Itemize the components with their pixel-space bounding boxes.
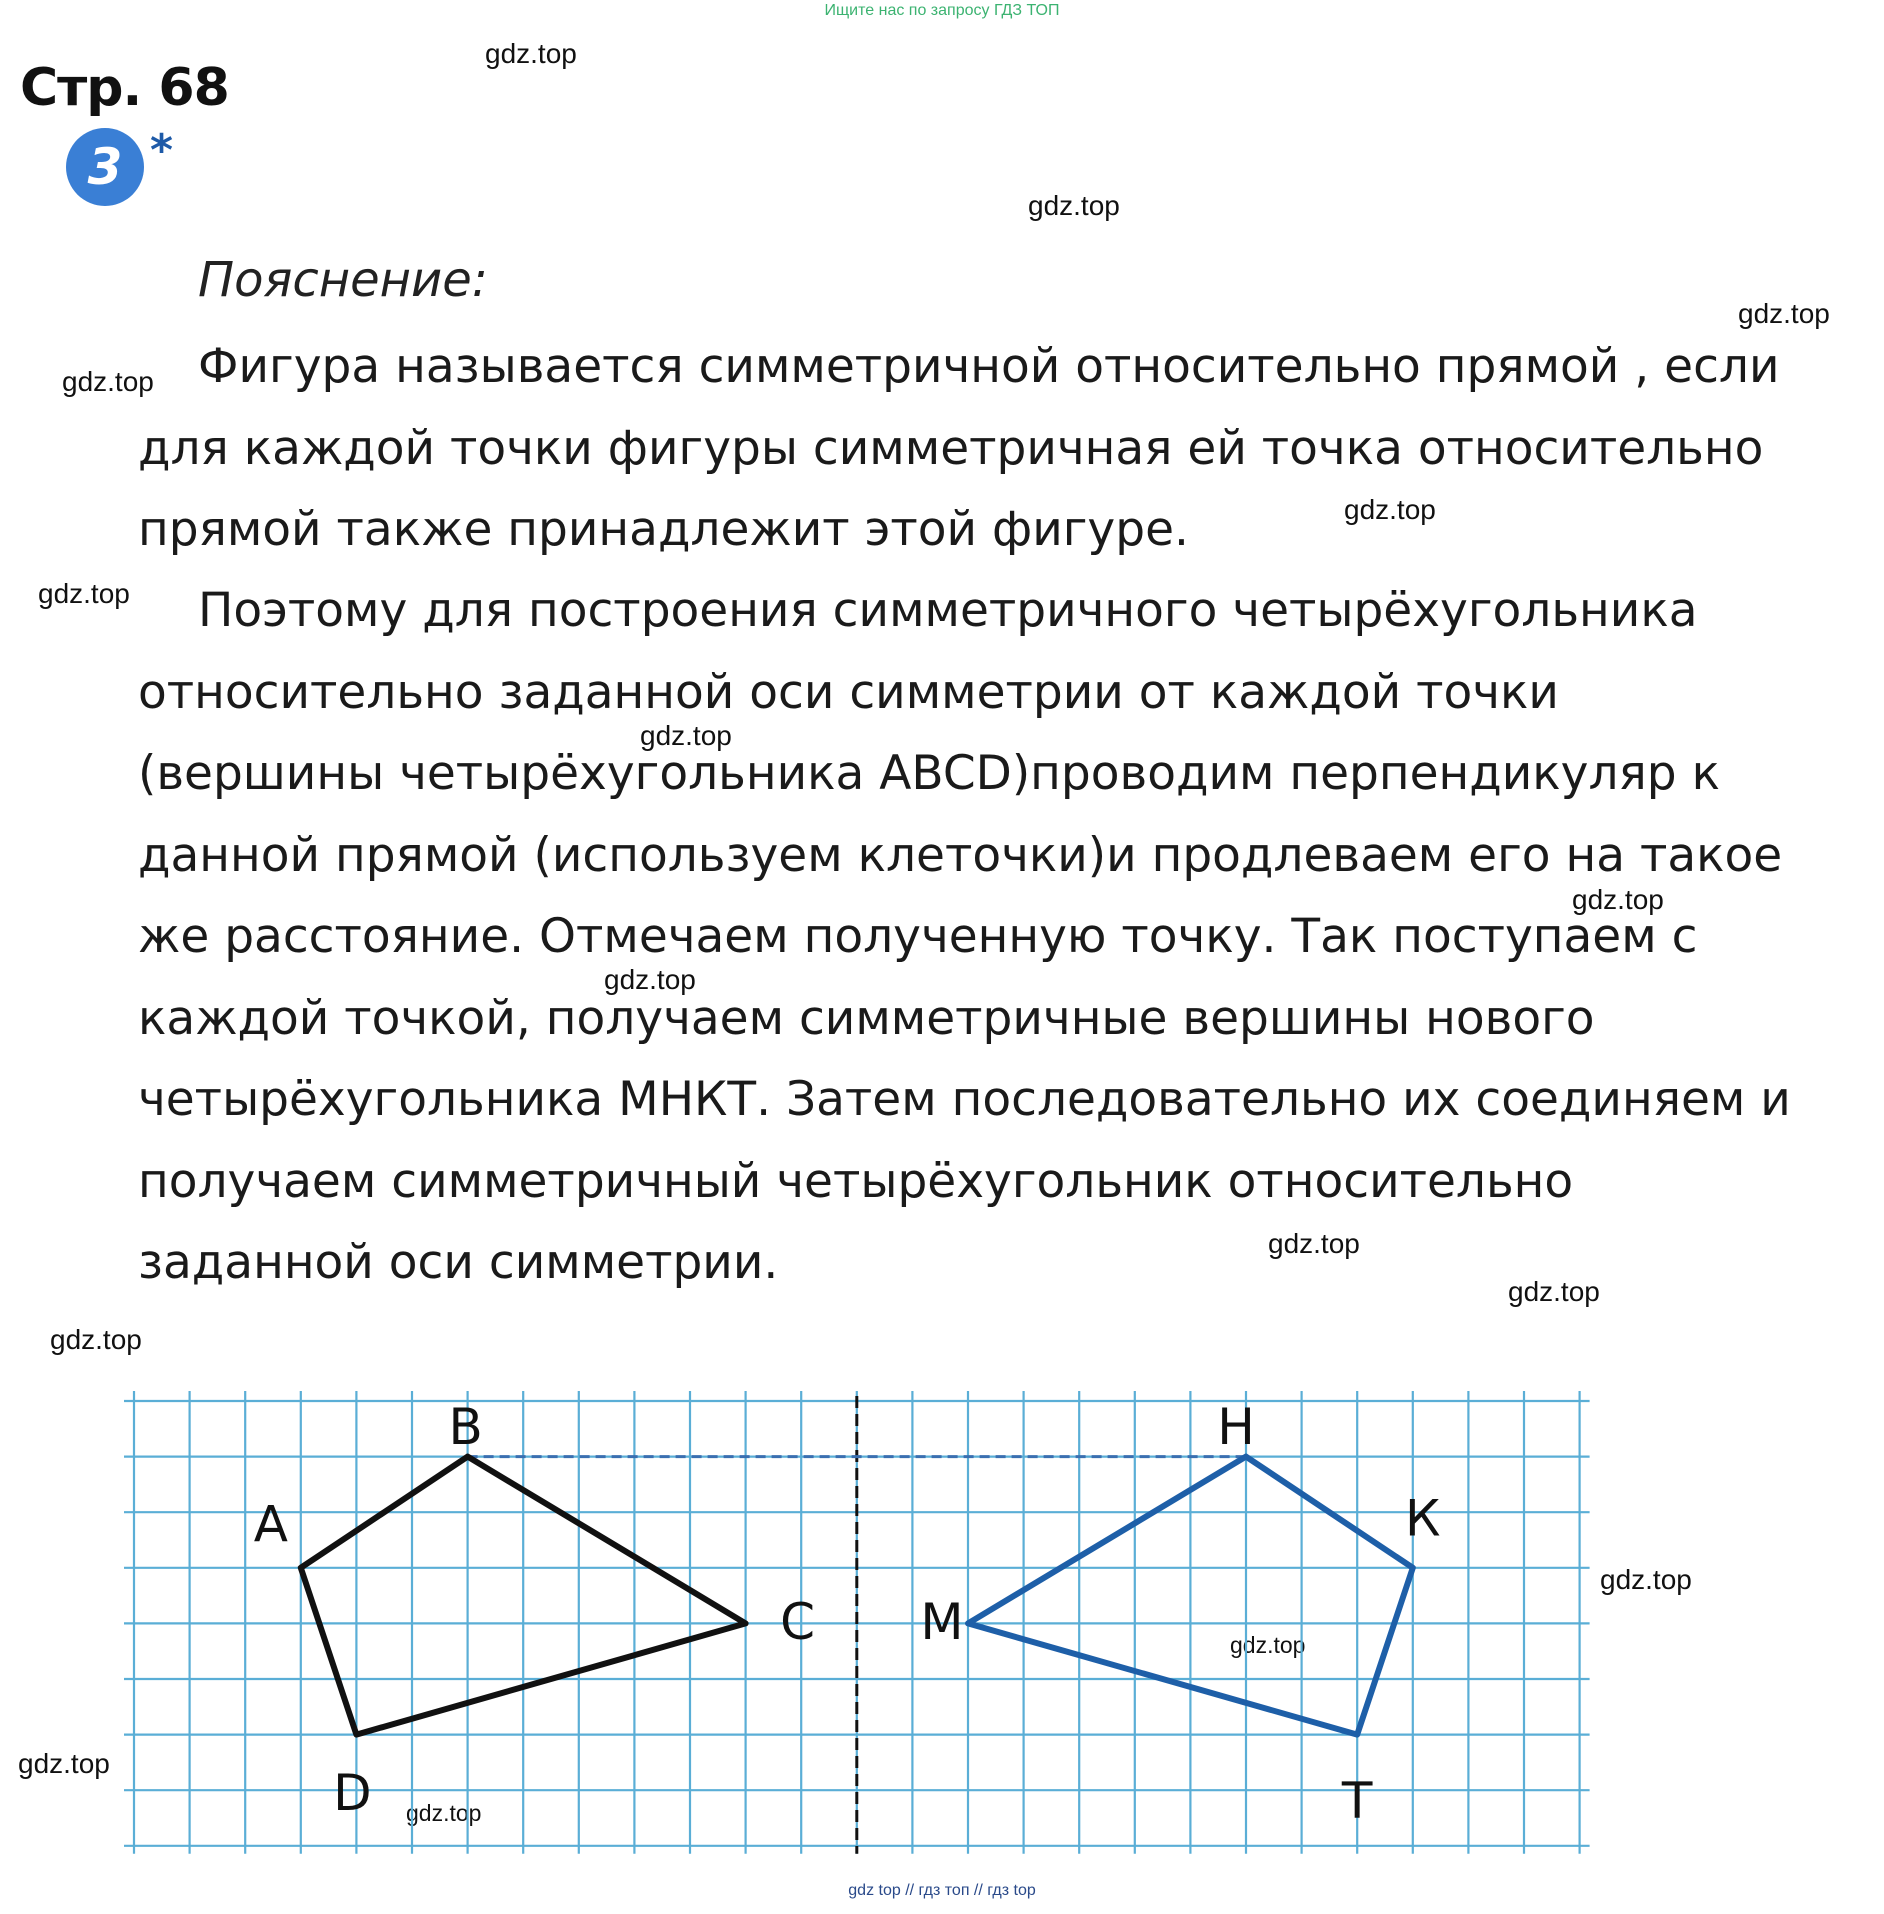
text-line: Фигура называется симметричной относительно прямой , если — [198, 339, 1780, 394]
footer-watermark: gdz top // гдз топ // гдз top — [848, 1882, 1036, 1899]
text-line: каждой точкой, получаем симметричные вершины нового — [138, 990, 1595, 1046]
watermark: gdz.top — [1344, 494, 1436, 525]
text-line: прямой также принадлежит этой фигуре. — [138, 502, 1189, 557]
watermark: gdz.top — [50, 1324, 142, 1355]
text-line: данной прямой (используем клеточки)и продлеваем его на такое — [138, 827, 1783, 883]
watermark: gdz.top — [1738, 298, 1830, 329]
page-title: Стр. 68 — [20, 58, 229, 118]
vertex-label: М — [920, 1592, 964, 1651]
task-number-badge: 3 — [66, 128, 144, 206]
vertex-label: C — [780, 1592, 816, 1651]
text-line: заданной оси симметрии. — [138, 1235, 779, 1290]
text-line: четырёхугольника МНКТ. Затем последовательно их соединяем и — [138, 1072, 1791, 1127]
watermark: gdz.top — [604, 964, 696, 995]
watermark: gdz.top — [640, 720, 732, 751]
watermark: gdz.top — [406, 1800, 482, 1826]
task-star-icon: * — [150, 125, 174, 176]
vertex-label: A — [253, 1495, 288, 1554]
vertex-labels — [254, 1398, 1441, 1830]
explanation-title: Пояснение: — [198, 252, 488, 308]
watermark: gdz.top — [1572, 884, 1664, 915]
text-line: для каждой точки фигуры симметричная ей точка относительно — [138, 420, 1764, 476]
watermark: gdz.top — [18, 1748, 110, 1779]
watermark: gdz.top — [38, 578, 130, 609]
watermark: gdz.top — [1230, 1632, 1306, 1658]
watermark: gdz.top — [1600, 1564, 1692, 1595]
text-line: получаем симметричный четырёхугольник относительно — [138, 1153, 1574, 1209]
vertex-label: К — [1405, 1489, 1441, 1548]
text-line: (вершины четырёхугольника ABCD)проводим перпендикуляр к — [138, 746, 1720, 801]
vertex-label: B — [448, 1398, 483, 1457]
vertex-label: D — [333, 1764, 372, 1823]
vertex-label: Н — [1217, 1398, 1255, 1457]
watermark: gdz.top — [62, 366, 154, 397]
text-line: Поэтому для построения симметричного четырёхугольника — [198, 583, 1698, 638]
vertex-label: Т — [1341, 1772, 1373, 1831]
text-line: же расстояние. Отмечаем полученную точку. Так поступаем с — [138, 909, 1698, 964]
watermark: gdz.top — [1028, 190, 1120, 221]
top-banner: Ищите нас по запросу ГДЗ ТОП — [824, 2, 1060, 19]
text-line: относительно заданной оси симметрии от каждой точки — [138, 664, 1559, 720]
watermark: gdz.top — [1508, 1276, 1600, 1307]
watermark: gdz.top — [1268, 1228, 1360, 1259]
watermark: gdz.top — [485, 38, 577, 69]
